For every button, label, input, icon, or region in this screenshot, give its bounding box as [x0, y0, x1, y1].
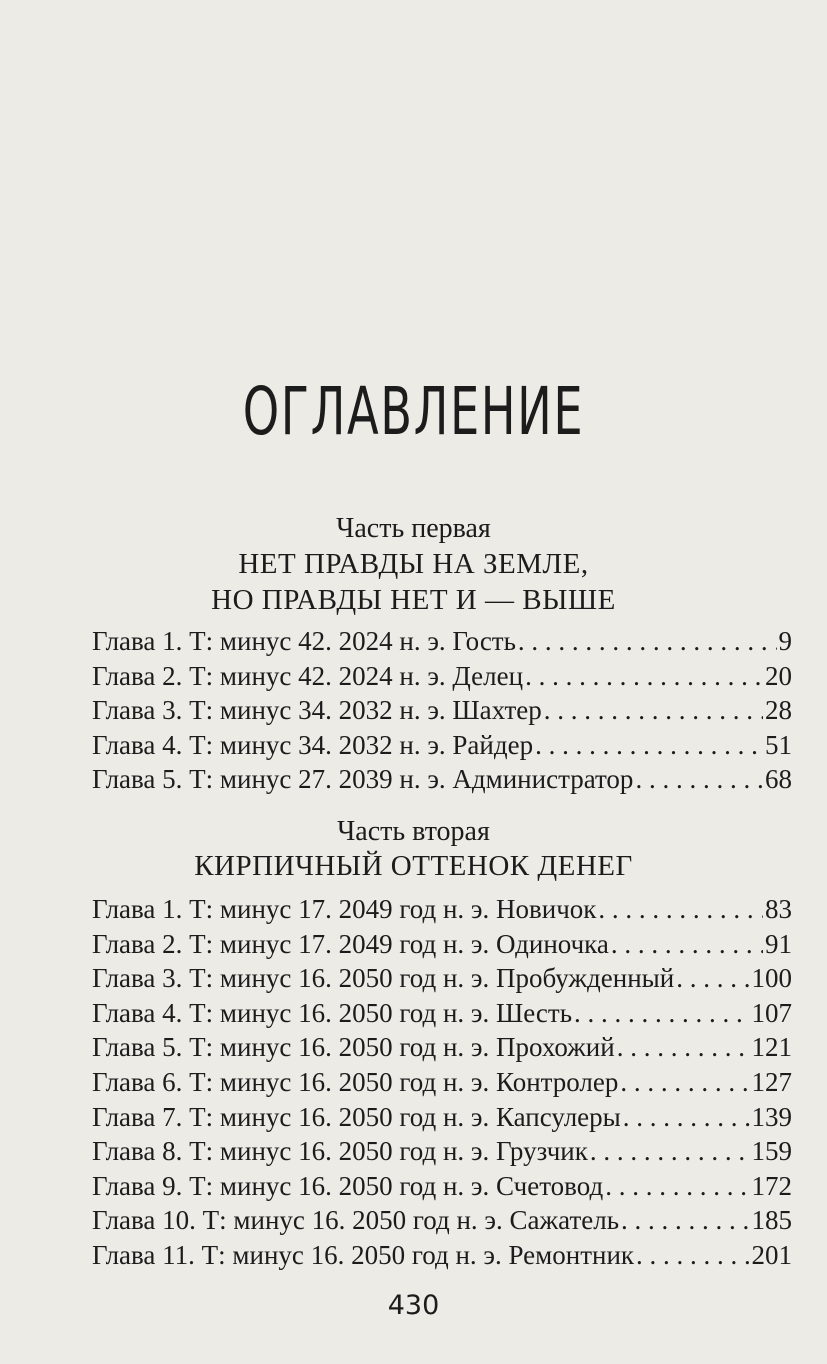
dot-leader	[535, 728, 763, 763]
toc-entry[interactable]	[92, 961, 792, 996]
chapter-page-number: 185	[751, 1205, 792, 1236]
toc-entry[interactable]	[92, 762, 792, 797]
chapter-title: Глава 3. Т: минус 16. 2050 год н. э. Пробужденный	[92, 963, 675, 994]
part-two-label: Часть вторая	[337, 816, 490, 847]
toc-entry[interactable]	[92, 892, 792, 927]
chapter-page-number: 107	[751, 997, 792, 1028]
dot-leader	[636, 1238, 749, 1273]
chapter-page-number: 139	[751, 1101, 792, 1132]
chapter-title: Глава 3. Т: минус 34. 2032 н. э. Шахтер	[92, 695, 542, 726]
dot-leader	[620, 1065, 749, 1100]
chapter-title: Глава 5. Т: минус 16. 2050 год н. э. Прохожий	[92, 1032, 615, 1063]
dot-leader	[621, 1203, 749, 1238]
chapter-page-number: 68	[765, 764, 792, 795]
chapter-page-number: 91	[765, 928, 792, 959]
toc-entry[interactable]	[92, 1169, 792, 1204]
toc-entry[interactable]	[92, 1203, 792, 1238]
page-title: ОГЛАВЛЕНИЕ	[242, 373, 585, 450]
chapter-page-number: 100	[751, 963, 792, 994]
toc-entry[interactable]	[92, 659, 792, 694]
toc-entry[interactable]	[92, 693, 792, 728]
toc-entry[interactable]	[92, 1030, 792, 1065]
chapter-page-number: 121	[751, 1032, 792, 1063]
chapter-title: Глава 2. Т: минус 42. 2024 н. э. Делец	[92, 660, 524, 691]
chapter-title: Глава 4. Т: минус 16. 2050 год н. э. Шесть	[92, 997, 573, 1028]
chapter-page-number: 51	[765, 729, 792, 760]
chapter-page-number: 127	[751, 1066, 792, 1097]
chapter-title: Глава 1. Т: минус 17. 2049 год н. э. Новичок	[92, 894, 597, 924]
chapter-page-number: 28	[765, 695, 792, 726]
chapter-title: Глава 11. Т: минус 16. 2050 год н. э. Ремонтник	[92, 1239, 635, 1270]
dot-leader	[525, 659, 763, 694]
dot-leader	[617, 1030, 750, 1065]
dot-leader	[635, 762, 763, 797]
dot-leader	[598, 892, 763, 927]
dot-leader	[518, 624, 777, 659]
toc-entry[interactable]	[92, 927, 792, 962]
chapter-page-number: 9	[778, 626, 792, 656]
toc-entry[interactable]	[92, 624, 792, 659]
chapter-page-number: 201	[751, 1239, 792, 1270]
chapter-title: Глава 6. Т: минус 16. 2050 год н. э. Контролер	[92, 1066, 619, 1097]
part-one-title-line-2: НО ПРАВДЫ НЕТ И — ВЫШЕ	[211, 584, 616, 616]
chapter-page-number: 172	[751, 1170, 792, 1201]
dot-leader	[605, 1169, 749, 1204]
toc-entry[interactable]	[92, 1238, 792, 1273]
chapter-title: Глава 7. Т: минус 16. 2050 год н. э. Капсулеры	[92, 1101, 621, 1132]
dot-leader	[590, 1134, 750, 1169]
toc-entry[interactable]	[92, 728, 792, 763]
part-two-chapter-list	[92, 892, 792, 1273]
toc-entry[interactable]	[92, 1100, 792, 1135]
chapter-title: Глава 10. Т: минус 16. 2050 год н. э. Сажатель	[92, 1205, 620, 1236]
part-one-label: Часть первая	[336, 513, 491, 544]
chapter-title: Глава 5. Т: минус 27. 2039 н. э. Администратор	[92, 764, 634, 795]
dot-leader	[623, 1100, 750, 1135]
chapter-title: Глава 8. Т: минус 16. 2050 год н. э. Грузчик	[92, 1136, 588, 1167]
dot-leader	[676, 961, 749, 996]
chapter-title: Глава 1. Т: минус 42. 2024 н. э. Гость	[92, 626, 516, 656]
page-number: 430	[387, 1290, 440, 1321]
dot-leader	[544, 693, 763, 728]
dot-leader	[574, 996, 749, 1031]
chapter-title: Глава 2. Т: минус 17. 2049 год н. э. Одиночка	[92, 928, 609, 959]
dot-leader	[611, 927, 763, 962]
chapter-title: Глава 4. Т: минус 34. 2032 н. э. Райдер	[92, 729, 534, 760]
toc-entry[interactable]	[92, 1065, 792, 1100]
part-two-title: КИРПИЧНЫЙ ОТТЕНОК ДЕНЕГ	[194, 850, 633, 882]
toc-entry[interactable]	[92, 1134, 792, 1169]
part-one-title-line-1: НЕТ ПРАВДЫ НА ЗЕМЛЕ,	[238, 548, 589, 580]
chapter-page-number: 159	[751, 1136, 792, 1167]
part-one-chapter-list	[92, 624, 792, 797]
chapter-title: Глава 9. Т: минус 16. 2050 год н. э. Счетовод	[92, 1170, 604, 1201]
chapter-page-number: 20	[765, 660, 792, 691]
chapter-page-number: 83	[765, 894, 792, 924]
toc-entry[interactable]	[92, 996, 792, 1031]
